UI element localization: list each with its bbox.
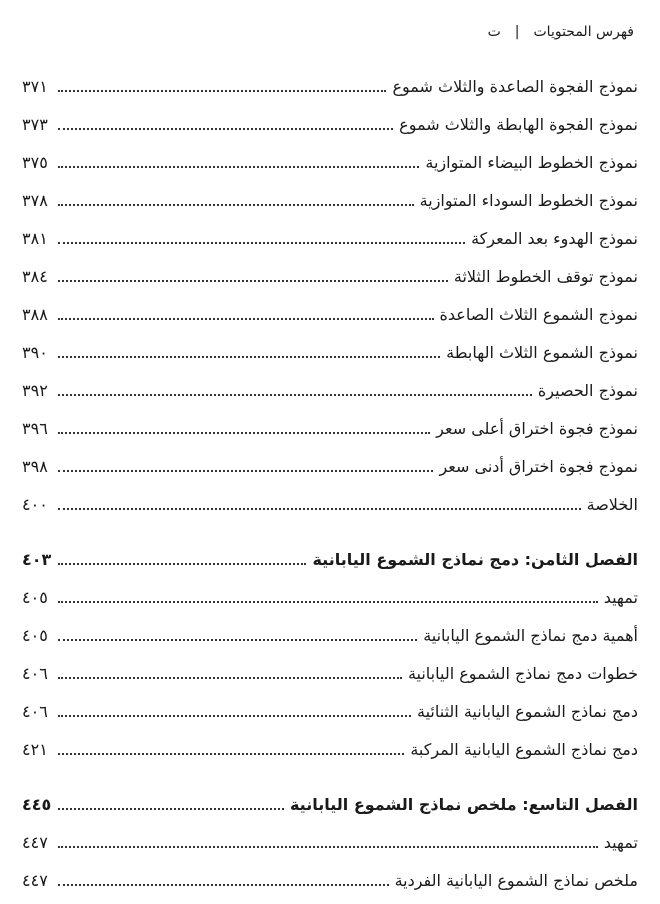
toc-page-number: ٣٩٢ — [22, 381, 48, 400]
toc-row[interactable] — [22, 828, 638, 854]
dot-leader — [58, 470, 433, 472]
toc-page-number: ٤٤٥ — [22, 795, 52, 814]
dot-leader — [58, 563, 306, 565]
toc-entry-title: الخلاصة — [586, 495, 638, 514]
toc-page-number: ٣٩٠ — [22, 343, 48, 362]
toc-page-number: ٣٨١ — [22, 229, 48, 248]
toc-entry-title: الفصل التاسع: ملخص نماذج الشموع اليابانية — [289, 795, 638, 814]
toc-page-number: ٤٠٦ — [22, 702, 48, 721]
dot-leader — [58, 601, 598, 603]
toc-row[interactable] — [22, 376, 638, 402]
dot-leader — [58, 432, 430, 434]
toc-row[interactable] — [22, 262, 638, 288]
toc-page-number: ٤٢١ — [22, 740, 48, 759]
toc-row[interactable] — [22, 659, 638, 685]
running-header — [488, 20, 634, 44]
toc-page-number: ٣٩٨ — [22, 457, 48, 476]
toc-entry-title: نموذج فجوة اختراق أعلى سعر — [436, 419, 638, 438]
dot-leader — [58, 753, 404, 755]
toc-entry-title: الفصل الثامن: دمج نماذج الشموع اليابانية — [312, 550, 638, 569]
toc-entry-title: نموذج الخطوط البيضاء المتوازية — [425, 153, 638, 172]
page-letter: ت — [487, 24, 501, 40]
toc-row[interactable] — [22, 866, 638, 892]
toc-entry-title: نموذج الشموع الثلاث الهابطة — [446, 343, 638, 362]
toc-page-number: ٣٨٤ — [22, 267, 48, 286]
dot-leader — [58, 128, 393, 130]
toc-page-number: ٣٧٣ — [22, 115, 48, 134]
toc-row[interactable] — [22, 224, 638, 250]
toc-row[interactable] — [22, 110, 638, 136]
toc-page-number: ٤٤٧ — [22, 833, 48, 852]
toc-page-number: ٣٨٨ — [22, 305, 48, 324]
toc-row[interactable] — [22, 72, 638, 98]
toc-entry-title: تمهيد — [603, 833, 638, 852]
dot-leader — [58, 280, 448, 282]
toc-entry-title: نموذج توقف الخطوط الثلاثة — [453, 267, 638, 286]
dot-leader — [58, 90, 386, 92]
toc-entry-title: نموذج الهدوء بعد المعركة — [471, 229, 638, 248]
dot-leader — [58, 639, 417, 641]
dot-leader — [58, 242, 465, 244]
dot-leader — [58, 356, 440, 358]
toc-row[interactable] — [22, 300, 638, 326]
dot-leader — [58, 884, 389, 886]
toc-row[interactable] — [22, 148, 638, 174]
toc-entry-title: ملخص نماذج الشموع اليابانية الفردية — [394, 871, 638, 890]
toc-chapter-row[interactable] — [22, 545, 638, 571]
toc-entry-title: دمج نماذج الشموع اليابانية الثنائية — [417, 702, 638, 721]
toc-page-number: ٤٠٥ — [22, 588, 48, 607]
toc-entry-title: نموذج الفجوة الصاعدة والثلاث شموع — [392, 77, 638, 96]
toc-chapter-row[interactable] — [22, 790, 638, 816]
toc-row[interactable] — [22, 490, 638, 516]
toc-row[interactable] — [22, 583, 638, 609]
toc-entry-title: أهمية دمج نماذج الشموع اليابانية — [423, 626, 638, 645]
dot-leader — [58, 715, 411, 717]
dot-leader — [58, 166, 419, 168]
toc-page-number: ٤٠٣ — [22, 550, 52, 569]
toc-page-number: ٣٧٨ — [22, 191, 48, 210]
toc-row[interactable] — [22, 697, 638, 723]
header-separator: | — [514, 24, 520, 40]
toc-row[interactable] — [22, 621, 638, 647]
toc-row[interactable] — [22, 735, 638, 761]
toc-entry-title: نموذج الشموع الثلاث الصاعدة — [439, 305, 638, 324]
toc-page-number: ٤٠٦ — [22, 664, 48, 683]
toc-entry-title: نموذج الفجوة الهابطة والثلاث شموع — [399, 115, 638, 134]
toc-page-number: ٤٠٥ — [22, 626, 48, 645]
toc-page-number: ٣٧١ — [22, 77, 48, 96]
toc-row[interactable] — [22, 338, 638, 364]
header-title: فهرس المحتويات — [533, 24, 634, 40]
toc-page-number: ٤٠٠ — [22, 495, 48, 514]
dot-leader — [58, 204, 414, 206]
toc-row[interactable] — [22, 452, 638, 478]
toc-row[interactable] — [22, 414, 638, 440]
dot-leader — [58, 508, 581, 510]
toc-row[interactable] — [22, 186, 638, 212]
dot-leader — [58, 808, 284, 810]
dot-leader — [58, 394, 532, 396]
toc-entry-title: خطوات دمج نماذج الشموع اليابانية — [407, 664, 638, 683]
toc-page-number: ٤٤٧ — [22, 871, 48, 890]
toc-page-number: ٣٧٥ — [22, 153, 48, 172]
toc-page-number: ٣٩٦ — [22, 419, 48, 438]
dot-leader — [58, 318, 434, 320]
toc-entry-title: دمج نماذج الشموع اليابانية المركبة — [410, 740, 638, 759]
toc-entry-title: نموذج الخطوط السوداء المتوازية — [419, 191, 638, 210]
toc-entry-title: نموذج الحصيرة — [537, 381, 638, 400]
toc-entry-title: نموذج فجوة اختراق أدنى سعر — [439, 457, 638, 476]
dot-leader — [58, 677, 402, 679]
dot-leader — [58, 846, 598, 848]
toc-entry-title: تمهيد — [603, 588, 638, 607]
